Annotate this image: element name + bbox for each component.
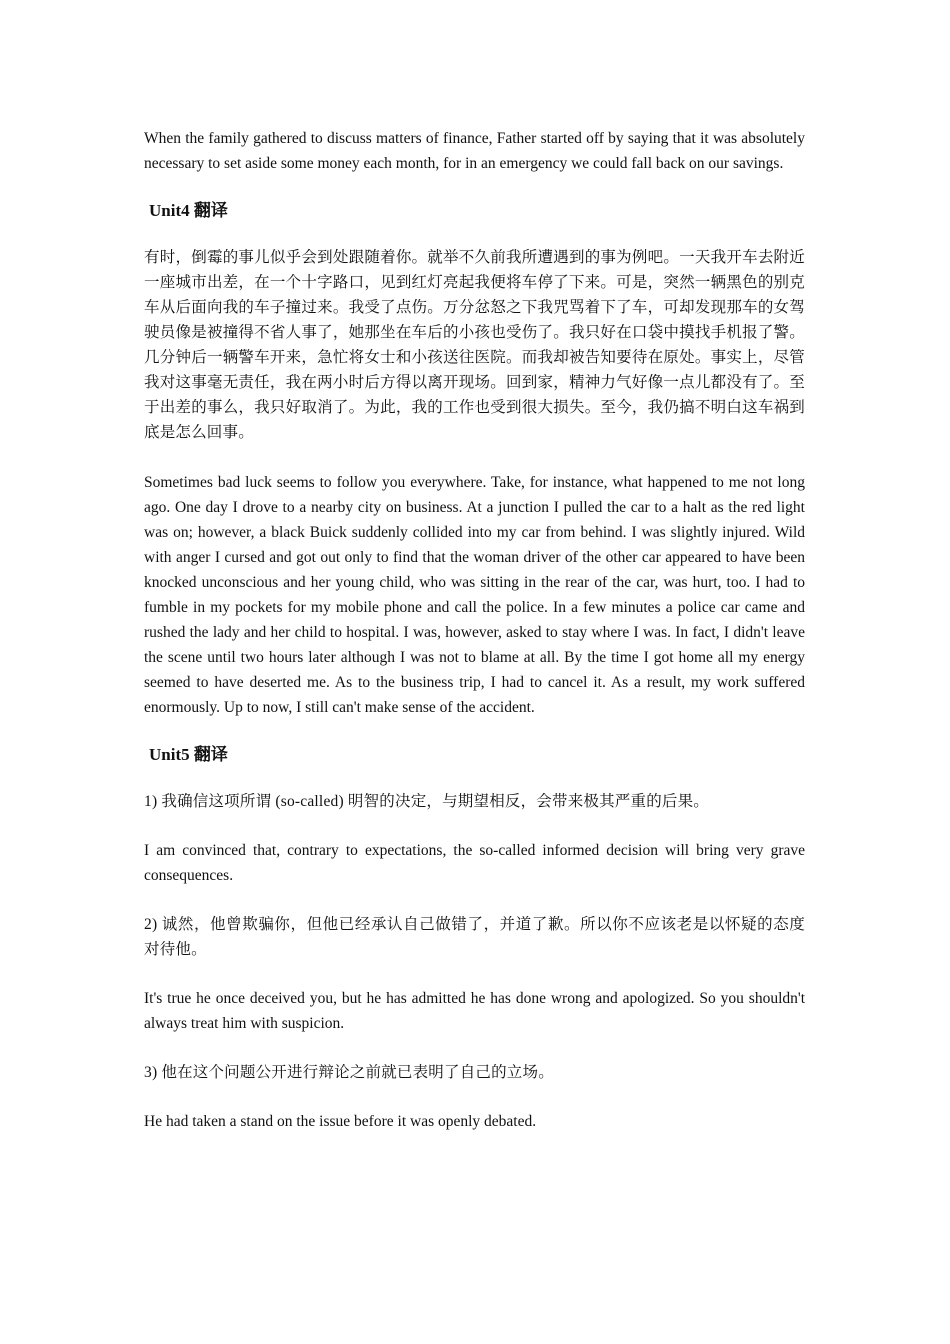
unit4-english-paragraph: Sometimes bad luck seems to follow you everywhere. Take, for instance, what happened to me not long ago. One day I drove to a nearby city on business. At a junction I pulled the car to a halt as the red light was on; however, a black Buick suddenly collided into my car from behind. I was slightly injured. Wild with anger I cursed and got out only to find that the woman driver of the other car appeared to have been knocked unconscious and her young child, who was sitting in the rear of the car, was hurt, too. I had to fumble in my pockets for my mobile phone and call the police. In a few minutes a police car came and rushed the lady and her child to hospital. I was, however, asked to stay where I was. In fact, I didn't leave the scene until two hours later although I was not to blame at all. By the time I got home all my energy seemed to have deserted me. As to the business trip, I had to cancel it. As a result, my work suffered enormously. Up to now, I still can't make sense of the accident. xyxy=(144,474,805,716)
unit5-item-3-english: He had taken a stand on the issue before it was openly debated. xyxy=(144,1113,537,1130)
unit5-item-2-english: It's true he once deceived you, but he has admitted he has done wrong and apologized. So you shouldn't always treat him with suspicion. xyxy=(144,990,805,1032)
unit5-item-2-chinese: 2) 诚然，他曾欺骗你，但他已经承认自己做错了，并道了歉。所以你不应该老是以怀疑的态度对待他。 xyxy=(144,916,805,958)
unit5-item-3-chinese: 3) 他在这个问题公开进行辩论之前就已表明了自己的立场。 xyxy=(144,1064,554,1081)
unit5-item-1-english: I am convinced that, contrary to expectations, the so-called informed decision will bring very grave consequences. xyxy=(144,842,805,884)
unit4-heading: Unit4 翻译 xyxy=(149,201,228,220)
intro-paragraph: When the family gathered to discuss matters of finance, Father started off by saying that it was absolutely necessary to set aside some money each month, for in an emergency we could fall back on our savings. xyxy=(144,130,805,172)
unit5-heading: Unit5 翻译 xyxy=(149,745,228,764)
unit5-item-1-chinese: 1) 我确信这项所谓 (so-called) 明智的决定，与期望相反，会带来极其严重的后果。 xyxy=(144,793,710,810)
document-body xyxy=(144,126,805,1134)
unit4-chinese-paragraph: 有时，倒霉的事儿似乎会到处跟随着你。就举不久前我所遭遇到的事为例吧。一天我开车去附近一座城市出差，在一个十字路口，见到红灯亮起我便将车停了下来。可是，突然一辆黑色的别克车从后面向我的车子撞过来。我受了点伤。万分忿怒之下我咒骂着下了车，可却发现那车的女驾驶员像是被撞得不省人事了，她那坐在车后的小孩也受伤了。我只好在口袋中摸找手机报了警。几分钟后一辆警车开来，急忙将女士和小孩送往医院。而我却被告知要待在原处。事实上，尽管我对这事毫无责任，我在两小时后方得以离开现场。回到家，精神力气好像一点儿都没有了。至于出差的事么，我只好取消了。为此，我的工作也受到很大损失。至今，我仍搞不明白这车祸到底是怎么回事。 xyxy=(144,249,805,441)
